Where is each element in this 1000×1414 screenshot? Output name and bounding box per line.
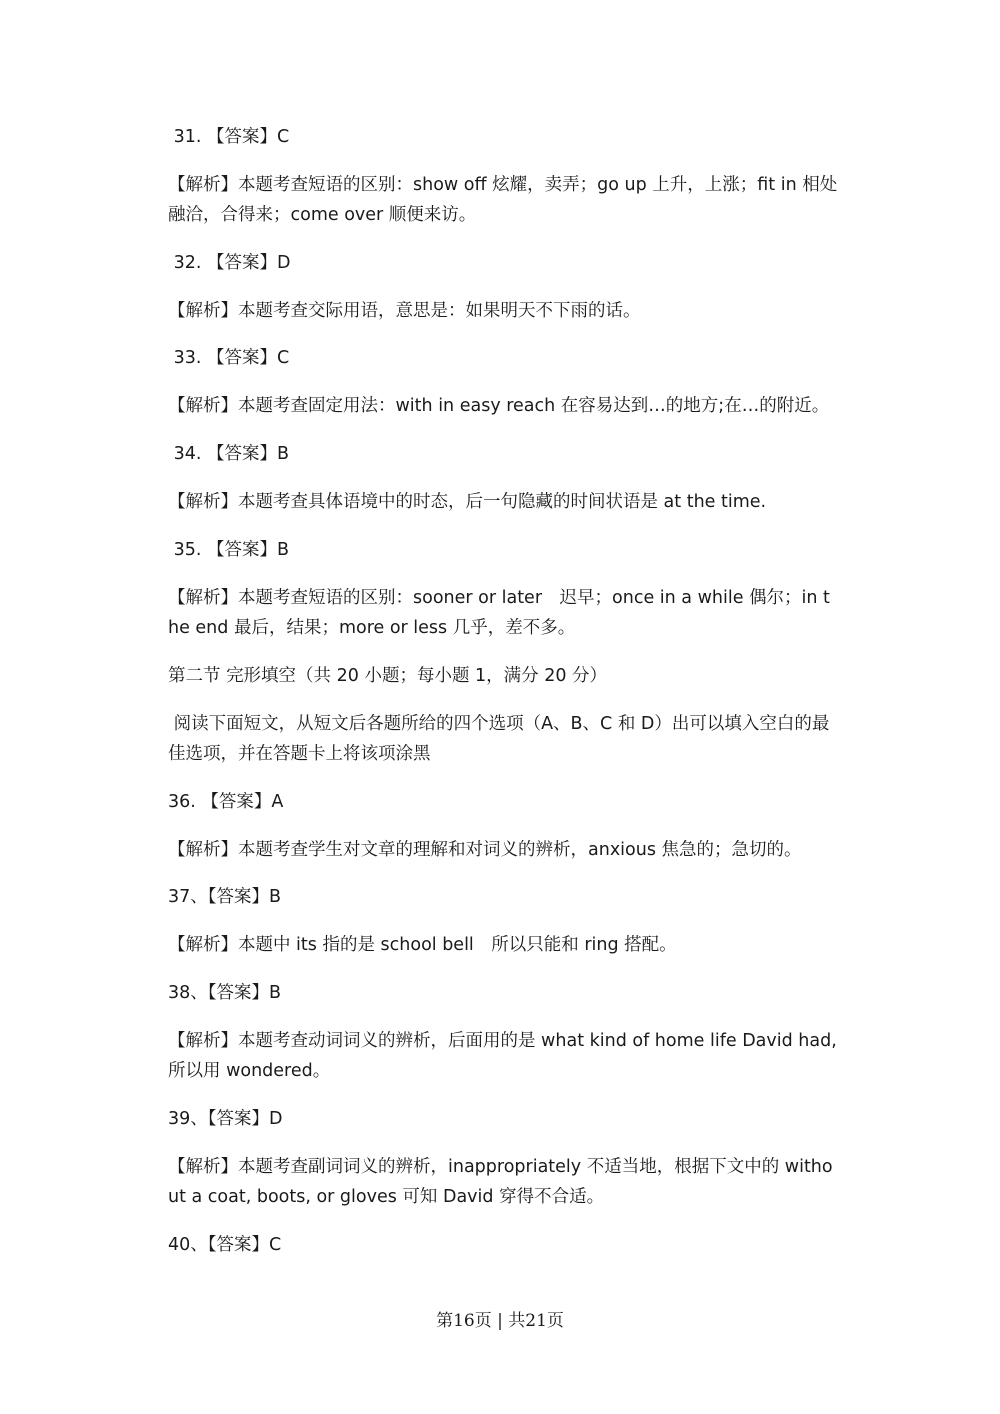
analysis-paragraph-36: 【解析】本题考查学生对文章的理解和对词义的辨析，anxious 焦急的；急切的。 [168,840,802,860]
analysis-paragraph-37: 【解析】本题中 its 指的是 school bell 所以只能和 ring 搭配。 [168,935,677,955]
section-heading: 第二节 完形填空（共 20 小题；每小题 1，满分 20 分） [168,666,608,686]
answer-line-32: 32. 【答案】D [168,253,291,273]
section-instruction: 阅读下面短文，从短文后各题所给的四个选项（A、B、C 和 D）出可以填入空白的最佳选项，并在答题卡上将该项涂黑 [168,714,830,764]
answer-line-33: 33. 【答案】C [168,348,290,368]
answer-line-35: 35. 【答案】B [168,540,289,560]
analysis-paragraph-32: 【解析】本题考查交际用语，意思是：如果明天不下雨的话。 [168,301,641,321]
analysis-paragraph-33: 【解析】本题考查固定用法：with in easy reach 在容易达到…的地方;在…的附近。 [168,396,830,416]
answer-line-38: 38、【答案】B [168,983,282,1003]
answer-line-34: 34. 【答案】B [168,444,289,464]
analysis-paragraph-35: 【解析】本题考查短语的区别：sooner or later 迟早；once in a while 偶尔；in the end 最后，结果；more or less 几乎，差不多。 [168,588,830,638]
answer-line-39: 39、【答案】D [168,1109,283,1129]
analysis-paragraph-34: 【解析】本题考查具体语境中的时态，后一句隐藏的时间状语是 at the time. [168,492,767,512]
analysis-paragraph-38: 【解析】本题考查动词词义的辨析，后面用的是 what kind of home life David had, 所以用 wondered。 [168,1031,843,1081]
page-number-footer: 第16页 | 共21页 [436,1311,564,1331]
answer-line-31: 31. 【答案】C [168,127,290,147]
answer-line-36: 36. 【答案】A [168,792,284,812]
analysis-paragraph-31: 【解析】本题考查短语的区别：show off 炫耀，卖弄；go up 上升，上涨；fit in 相处融洽，合得来；come over 顺便来访。 [168,175,838,225]
analysis-paragraph-39: 【解析】本题考查副词词义的辨析，inappropriately 不适当地，根据下文中的 without a coat, boots, or gloves 可知 David 穿得不合适。 [168,1157,833,1207]
answer-line-37: 37、【答案】B [168,887,282,907]
answer-line-40: 40、【答案】C [168,1235,282,1255]
